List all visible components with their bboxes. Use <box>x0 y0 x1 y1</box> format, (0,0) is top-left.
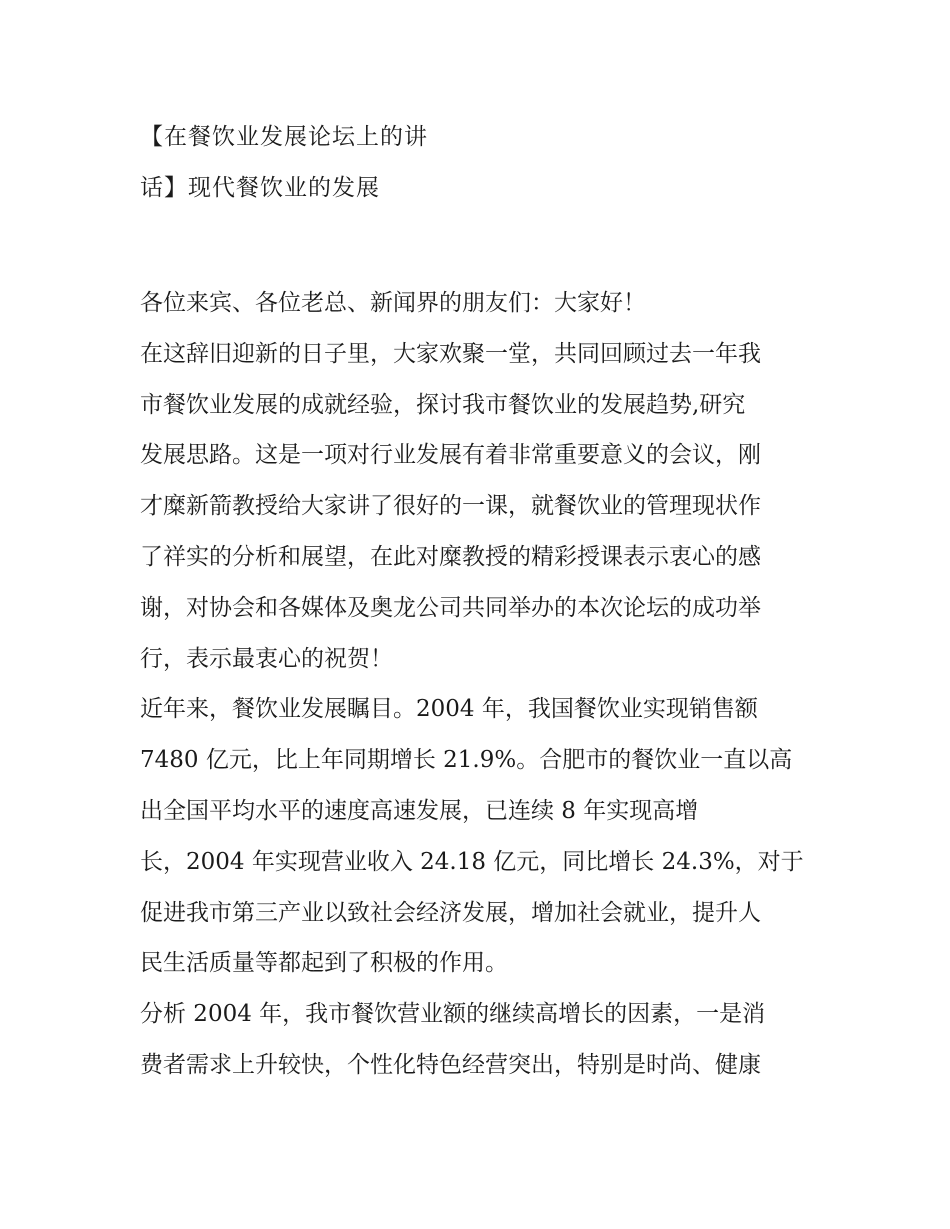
body-line: 行，表示最衷心的祝贺！ <box>140 645 393 672</box>
body-line: 才糜新箭教授给大家讲了很好的一课，就餐饮业的管理现状作 <box>140 493 761 520</box>
body-line: 近年来，餐饮业发展瞩目。2004 年，我国餐饮业实现销售额 <box>140 696 758 723</box>
body-line: 分析 2004 年，我市餐饮营业额的继续高增长的因素，一是消 <box>140 1001 766 1028</box>
body-line: 促进我市第三产业以致社会经济发展，增加社会就业，提升人 <box>140 899 761 926</box>
body-line: 市餐饮业发展的成就经验，探讨我市餐饮业的发展趋势,研究 <box>140 391 746 418</box>
body-line: 7480 亿元，比上年同期增长 21.9%。合肥市的餐饮业一直以高 <box>140 747 793 774</box>
document-title <box>140 112 820 214</box>
title-line: 话】现代餐饮业的发展 <box>140 174 380 201</box>
body-line: 出全国平均水平的速度高速发展，已连续 8 年实现高增 <box>140 797 699 824</box>
title-line: 【在餐饮业发展论坛上的讲 <box>140 124 428 150</box>
body-line: 各位来宾、各位老总、新闻界的朋友们：大家好！ <box>140 290 646 316</box>
body-line: 发展思路。这是一项对行业发展有着非常重要意义的会议，刚 <box>140 442 761 469</box>
body-line: 了祥实的分析和展望，在此对糜教授的精彩授课表示衷心的感 <box>140 543 761 570</box>
body-line: 在这辞旧迎新的日子里，大家欢聚一堂，共同回顾过去一年我 <box>140 340 761 367</box>
body-line: 谢，对协会和各媒体及奥龙公司共同举办的本次论坛的成功举 <box>140 594 761 621</box>
document-body <box>140 278 830 1091</box>
body-line: 长，2004 年实现营业收入 24.18 亿元，同比增长 24.3%，对于 <box>140 848 804 875</box>
body-line: 费者需求上升较快，个性化特色经营突出，特别是时尚、健康 <box>140 1051 761 1078</box>
body-line: 民生活质量等都起到了积极的作用。 <box>140 950 508 977</box>
